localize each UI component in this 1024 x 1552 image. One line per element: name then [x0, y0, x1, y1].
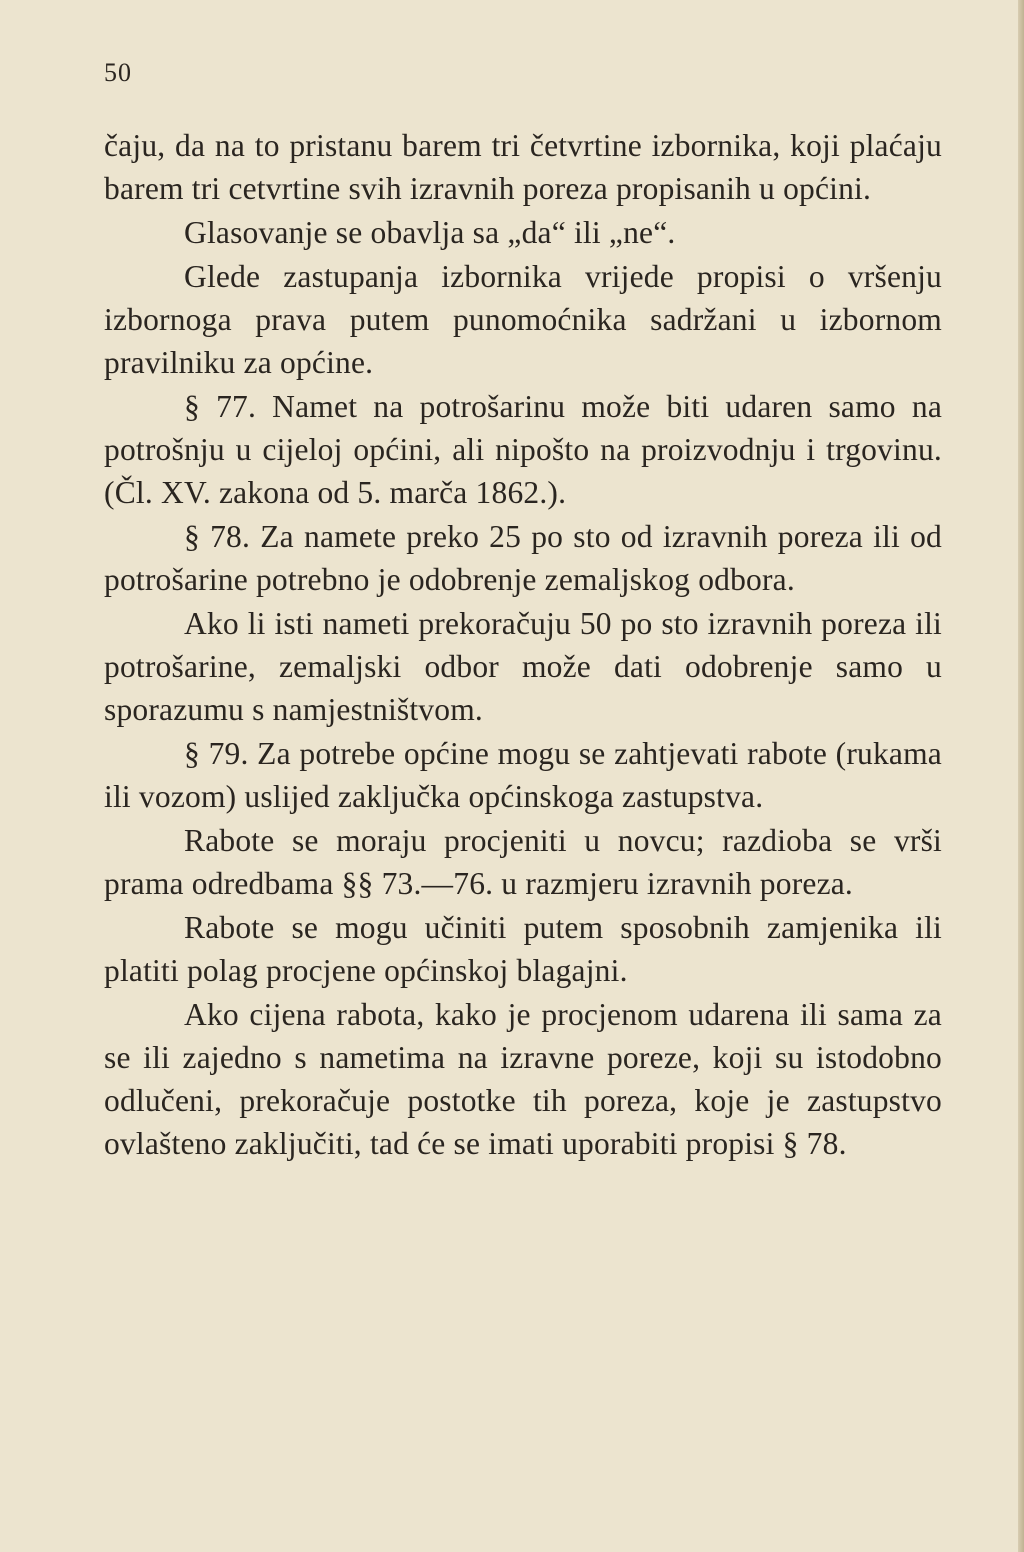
paragraph-6: Ako li isti nameti prekoračuju 50 po sto izravnih poreza ili potrošarine, zemaljski odbor može dati odobrenje samo u sporazumu s namjestništvom. [104, 606, 942, 727]
paragraph-3: Glede zastupanja izbornika vrijede propisi o vršenju izbornoga prava putem punomoćnika sadržani u izbornom pravilniku za općine. [104, 259, 942, 380]
paragraph-section-79: § 79. Za potrebe općine mogu se zahtjevati rabote (rukama ili vozom) uslijed zaključka općinskoga zastupstva. [104, 736, 942, 814]
text-body [104, 124, 942, 1166]
page-number: 50 [104, 58, 132, 87]
paragraph-section-77: § 77. Namet na potrošarinu može biti udaren samo na potrošnju u cijeloj općini, ali nipošto na proizvodnju i trgovinu. (Čl. XV. zakona od 5. marča 1862.). [104, 389, 942, 510]
paragraph-2: Glasovanje se obavlja sa „da“ ili „ne“. [184, 215, 676, 250]
paragraph-section-78: § 78. Za namete preko 25 po sto od izravnih poreza ili od potrošarine potrebno je odobrenje zemaljskog odbora. [104, 519, 942, 597]
paragraph-8: Rabote se moraju procjeniti u novcu; razdioba se vrši prama odredbama §§ 73.—76. u razmjeru izravnih poreza. [104, 823, 942, 901]
paragraph-1: čaju, da na to pristanu barem tri četvrtine izbornika, koji plaćaju barem tri cetvrtine svih izravnih poreza propisanih u općini. [104, 128, 942, 206]
paragraph-10: Ako cijena rabota, kako je procjenom udarena ili sama za se ili zajedno s nametima na izravne poreze, koji su istodobno odlučeni, prekoračuje postotke tih poreza, koje je zastupstvo ovlašteno zaključiti, tad će se imati uporabiti propisi § 78. [104, 997, 942, 1161]
page-edge [1018, 0, 1024, 1552]
paragraph-9: Rabote se mogu učiniti putem sposobnih zamjenika ili platiti polag procjene općinskoj blagajni. [104, 910, 942, 988]
